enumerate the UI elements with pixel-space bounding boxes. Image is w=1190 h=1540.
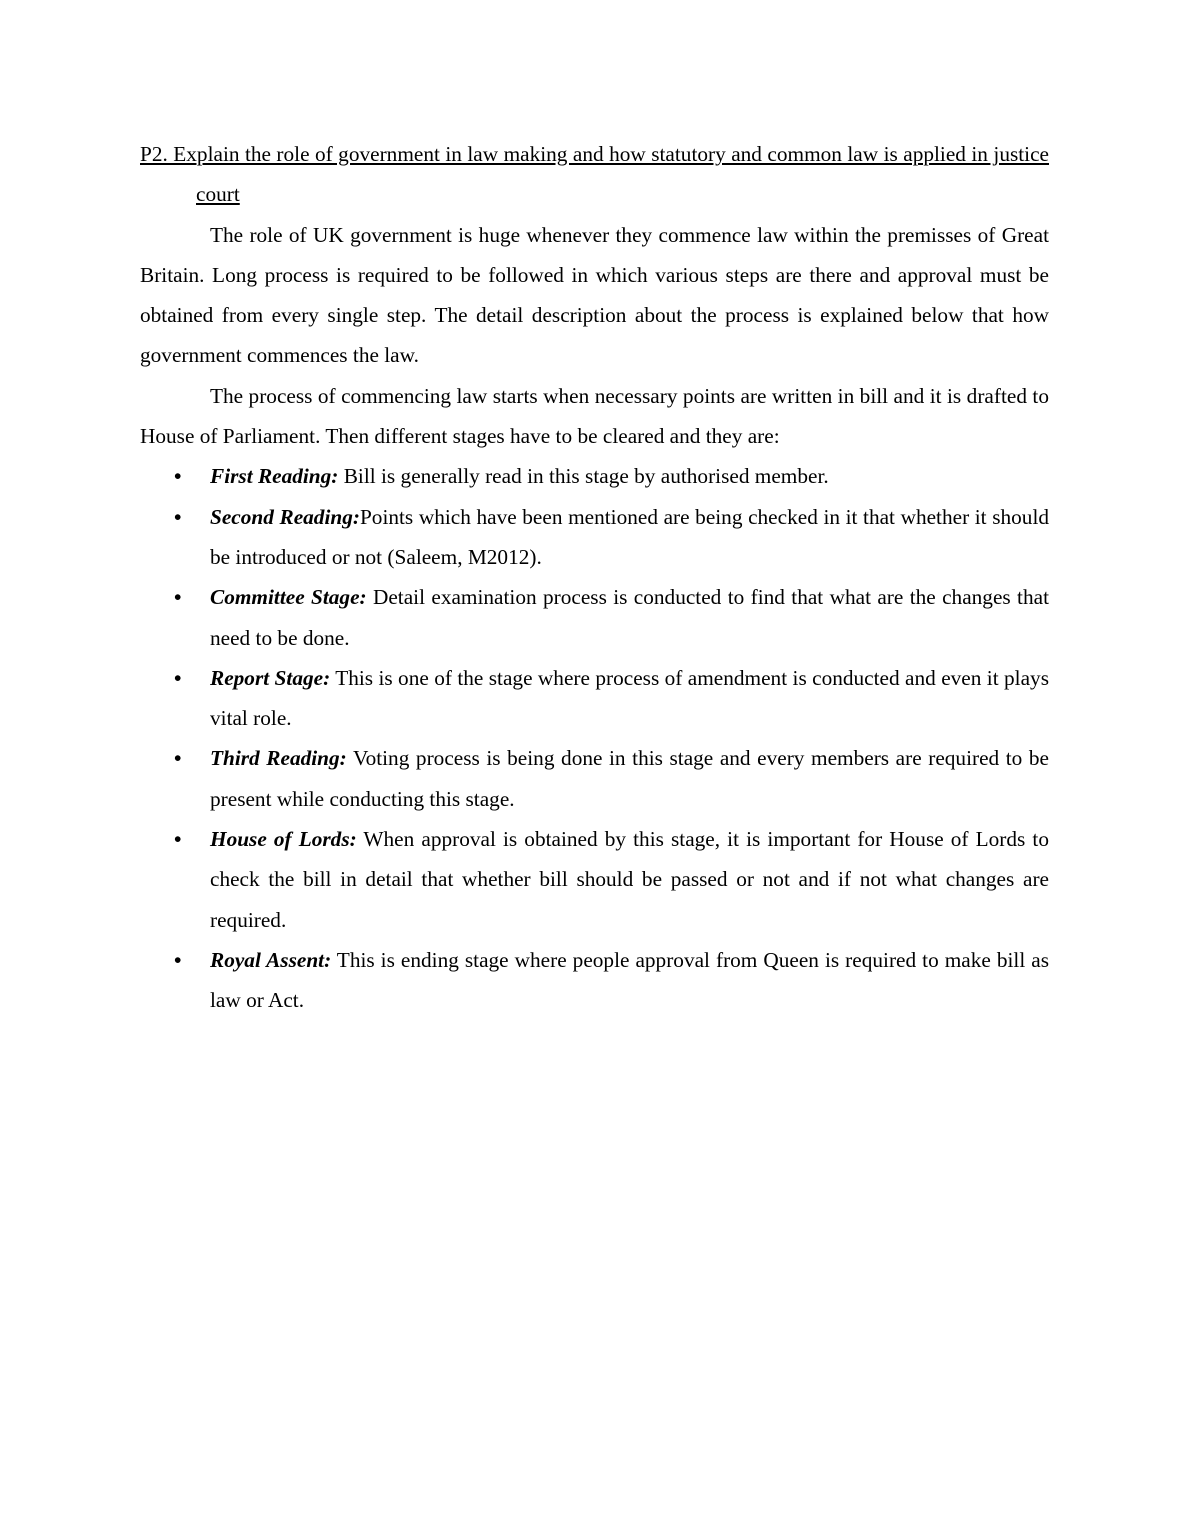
stage-description: This is one of the stage where process of amendment is conducted and even it plays vital role. (210, 665, 1049, 731)
stage-term: Third Reading: (210, 746, 347, 771)
list-item (140, 497, 1049, 578)
process-paragraph: The process of commencing law starts when necessary points are written in bill and it is drafted to House of Parliament. Then different stages have to be cleared and they are: (140, 383, 1049, 449)
bullet-icon: • (174, 504, 182, 529)
bullet-icon: • (174, 585, 182, 610)
bullet-icon: • (174, 947, 182, 972)
stage-term: Second Reading: (210, 504, 360, 529)
bullet-icon: • (174, 827, 182, 852)
stages-list (140, 456, 1049, 1020)
list-item (140, 940, 1049, 1021)
stage-term: Report Stage: (210, 665, 331, 690)
stage-description: This is ending stage where people approval from Queen is required to make bill as law or Act. (210, 947, 1049, 1013)
stage-description: When approval is obtained by this stage, it is important for House of Lords to check the bill in detail that whether bill should be passed or not and if not what changes are required. (210, 827, 1049, 932)
section-heading: P2. Explain the role of government in law making and how statutory and common law is applied in justice court (140, 142, 1049, 207)
stage-description: Bill is generally read in this stage by authorised member. (338, 464, 829, 489)
bullet-icon: • (174, 464, 182, 489)
list-item (140, 738, 1049, 819)
stage-term: First Reading: (210, 464, 339, 489)
stage-description: Voting process is being done in this stage and every members are required to be present while conducting this stage. (210, 746, 1049, 811)
intro-paragraph: The role of UK government is huge whenever they commence law within the premisses of Great Britain. Long process is required to be followed in which various steps are there and approval must be obtained from every single step. The detail description about the process is explained below that how government commences the law. (140, 222, 1049, 368)
bullet-icon: • (174, 746, 182, 771)
list-item (140, 819, 1049, 940)
list-item (140, 456, 1049, 496)
stage-term: House of Lords: (210, 827, 357, 852)
list-item (140, 658, 1049, 739)
list-item (140, 577, 1049, 658)
stage-term: Royal Assent: (210, 947, 332, 972)
bullet-icon: • (174, 665, 182, 690)
stage-term: Committee Stage: (210, 585, 367, 610)
stage-description: Points which have been mentioned are being checked in it that whether it should be introduced or not (Saleem, M2012). (210, 504, 1050, 569)
document-body (140, 134, 1049, 1021)
stage-description: Detail examination process is conducted to find that what are the changes that need to be done. (210, 585, 1049, 650)
